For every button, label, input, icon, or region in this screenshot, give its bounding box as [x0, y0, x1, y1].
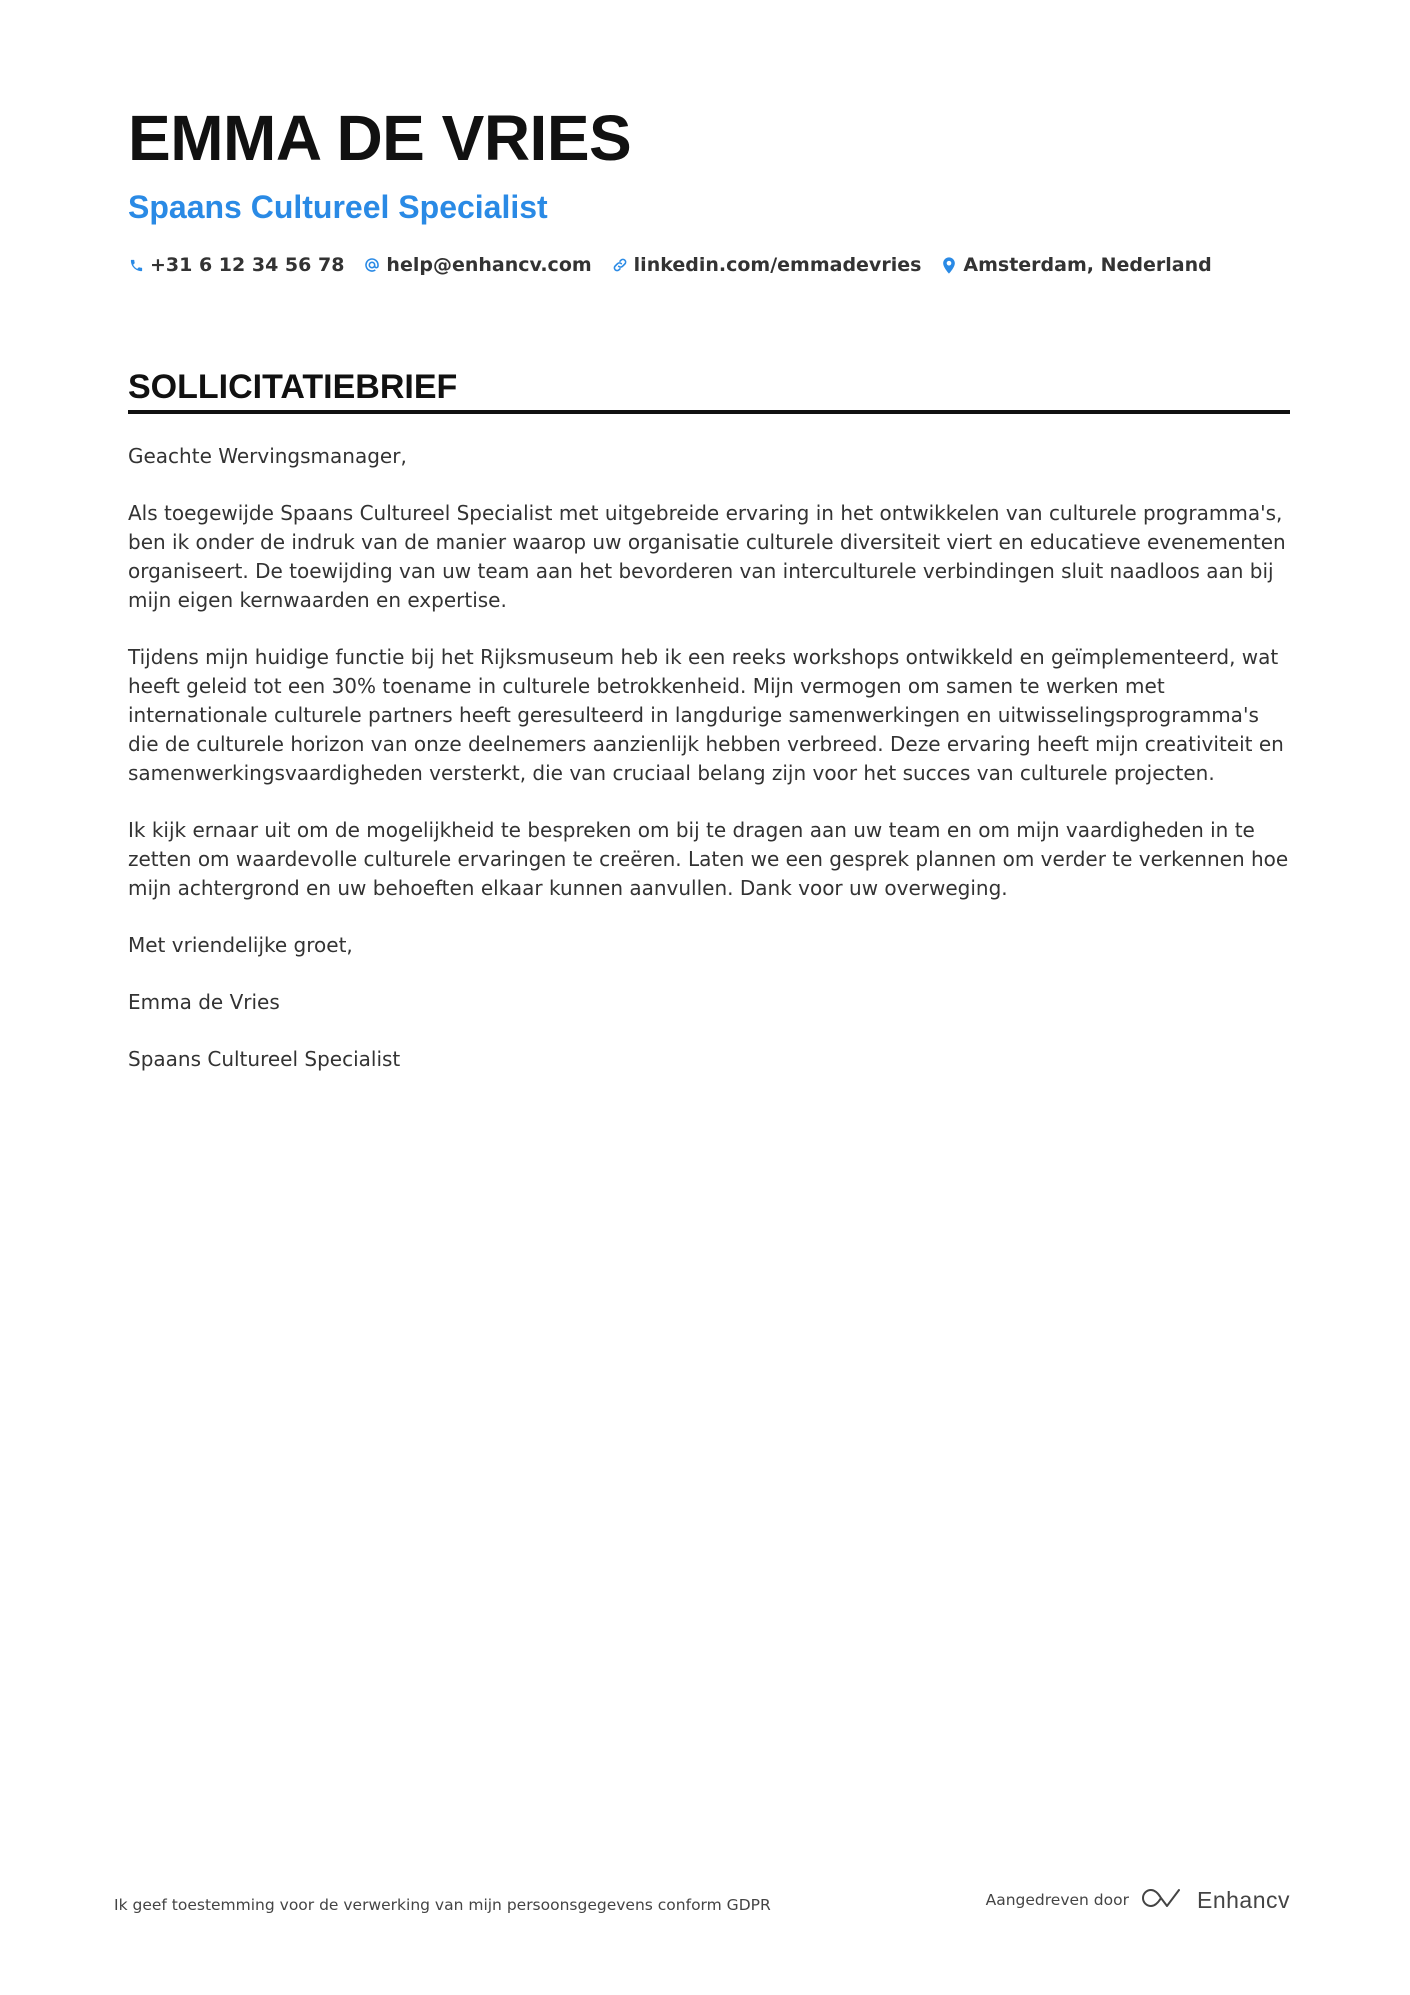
contact-linkedin[interactable] [612, 254, 922, 276]
letter-body [128, 442, 1290, 1102]
powered-by [986, 1886, 1290, 1914]
contact-phone-text: +31 6 12 34 56 78 [150, 254, 345, 276]
letter-paragraph: Ik kijk ernaar uit om de mogelijkheid te bespreken om bij te dragen aan uw team en om mijn vaardigheden in te zetten om waardevolle culturele ervaringen te creëren. Laten we een gesprek plannen om verder te verkennen hoe mijn achtergrond en uw behoeften elkaar kunnen aanvullen. Dank voor uw overweging. [128, 818, 1289, 900]
applicant-job-title: Spaans Cultureel Specialist [128, 189, 548, 225]
applicant-name: EMMA DE VRIES [128, 102, 632, 174]
location-pin-icon [941, 256, 957, 274]
enhancv-logo[interactable] [1141, 1886, 1290, 1914]
contact-location [941, 254, 1211, 276]
powered-by-label: Aangedreven door [985, 1891, 1129, 1909]
gdpr-consent: Ik geef toestemming voor de verwerking van mijn persoonsgegevens conform GDPR [114, 1896, 771, 1914]
signature-name: Emma de Vries [128, 990, 280, 1014]
letter-greeting: Geachte Wervingsmanager, [128, 444, 407, 468]
heading-divider [128, 410, 1290, 414]
letter-closing: Met vriendelijke groet, [128, 933, 353, 957]
at-icon [364, 256, 380, 274]
contact-linkedin-text[interactable]: linkedin.com/emmadevries [633, 254, 922, 276]
enhancv-logo-icon [1141, 1886, 1187, 1914]
contact-bar [128, 254, 1212, 276]
contact-location-text: Amsterdam, Nederland [963, 254, 1212, 276]
letter-paragraph: Tijdens mijn huidige functie bij het Rijksmuseum heb ik een reeks workshops ontwikkeld en geïmplementeerd, wat heeft geleid tot een 30% toename in culturele betrokkenheid. Mijn vermogen om samen te werken met internationale culturele partners heeft geresulteerd in langdurige samenwerkingen en uitwisselingsprogramma's die de culturele horizon van onze deelnemers aanzienlijk hebben verbreed. Deze ervaring heeft mijn creativiteit en samenwerkingsvaardigheden versterkt, die van cruciaal belang zijn voor het succes van culturele projecten. [128, 645, 1284, 785]
contact-email[interactable] [364, 254, 591, 276]
section-heading: SOLLICITATIEBRIEF [128, 368, 458, 406]
enhancv-brand-name: Enhancv [1196, 1886, 1290, 1913]
signature-title: Spaans Cultureel Specialist [128, 1047, 401, 1071]
letter-paragraph: Als toegewijde Spaans Cultureel Specialist met uitgebreide ervaring in het ontwikkelen van culturele programma's, ben ik onder de indruk van de manier waarop uw organisatie culturele diversiteit viert en educatieve evenementen organiseert. De toewijding van uw team aan het bevorderen van interculturele verbindingen sluit naadloos aan bij mijn eigen kernwaarden en expertise. [128, 501, 1286, 612]
contact-phone [128, 254, 344, 276]
contact-email-text[interactable]: help@enhancv.com [386, 254, 592, 276]
link-icon [612, 256, 628, 274]
phone-icon [128, 256, 144, 274]
